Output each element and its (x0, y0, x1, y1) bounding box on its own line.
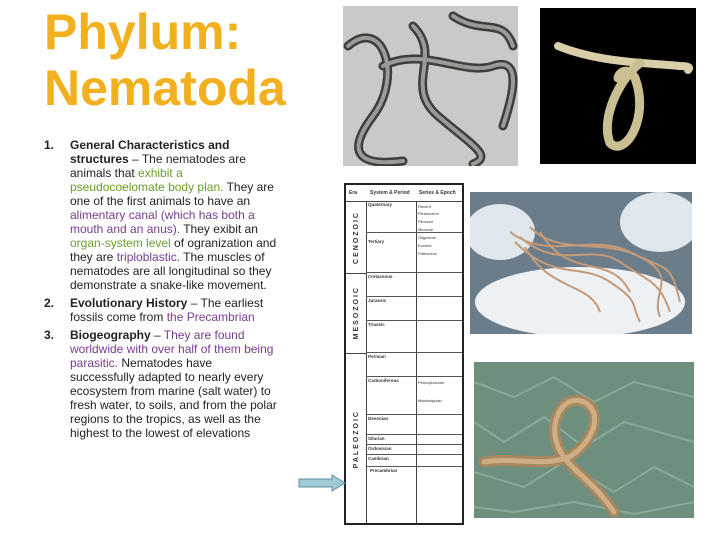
period-row: Devonian (366, 415, 462, 435)
period-row: Ordovician (366, 445, 462, 455)
period-row: Cretaceous (366, 273, 462, 297)
period-row: Carboniferous (366, 377, 462, 415)
page-title: Phylum: Nematoda (44, 4, 286, 116)
item-number: 2. (44, 296, 55, 310)
epoch-label: Oligocene (418, 235, 437, 240)
epoch-label: Paleocene (418, 251, 437, 256)
period-row: Triassic (366, 321, 462, 353)
item-text: Nematodes have successfully adapted to nearly every ecosystem from marine (salt water) to fresh water, to soils, and from the polar regions to the tropics, as well as the highest to the lowest of elevations (70, 356, 277, 440)
era-cenozoic: CENOZOIC (346, 201, 366, 274)
epoch-label: Mississippian (418, 398, 442, 403)
highlight-green: organ-system level (70, 236, 171, 250)
list-item-biogeography (40, 328, 280, 440)
epoch-label: Eocene (418, 243, 432, 248)
geologic-timescale-chart (344, 183, 464, 525)
item-text: of ogranization and they are (70, 236, 277, 264)
era-mesozoic: MESOZOIC (346, 273, 366, 354)
highlight-purple: triploblastic. (116, 250, 181, 264)
epoch-label: Pliocene (418, 219, 434, 224)
header-era: Era (349, 190, 358, 196)
header-epoch: Series & Epoch (419, 190, 456, 196)
highlight-green: exhibit a pseudocoelomate body plan. (70, 166, 224, 194)
nematode-dark-background-image (540, 8, 696, 164)
epoch-label: Recent (418, 204, 431, 209)
item-text: – The earliest fossils come from (70, 296, 264, 324)
list-item-general (40, 138, 280, 292)
header-period: System & Period (370, 190, 410, 196)
period-row-precambrian: Precambrian (370, 468, 398, 473)
item-number: 3. (44, 328, 55, 342)
timescale-header (346, 185, 462, 202)
period-row: Permian (366, 353, 462, 377)
item-heading: Biogeography (70, 328, 151, 342)
item-heading: General Characteristics and structures (70, 138, 230, 166)
epoch-label: Miocene (418, 227, 434, 232)
list-item-evolution (40, 296, 280, 324)
period-row: Silurian (366, 435, 462, 445)
period-row: Jurassic (366, 297, 462, 321)
item-text: – The nematodes are animals that (70, 152, 246, 180)
item-text: They are one of the first animals to have an (70, 180, 274, 208)
period-row: Tertiary (366, 233, 462, 273)
item-text: The muscles of nematodes are all longitudinal so they demonstrate a snake-like movement. (70, 250, 272, 292)
period-row: Quaternary (366, 201, 462, 233)
highlight-purple: They are found worldwide with over half of them being parasitic. (70, 328, 274, 370)
item-text: They exibit an (180, 222, 258, 236)
epoch-label: Pennsylvanian (418, 380, 445, 385)
highlight-purple: the Precambrian (166, 310, 255, 324)
item-text: – (150, 328, 164, 342)
arrow-right-icon (298, 474, 346, 492)
era-paleozoic: PALEOZOIC (352, 409, 360, 469)
characteristics-list (40, 138, 280, 440)
epoch-label: Pleistocene (418, 211, 439, 216)
nematode-micrograph-image (343, 6, 518, 166)
period-row: Cambrian (366, 455, 462, 467)
item-heading: Evolutionary History (70, 296, 188, 310)
nematode-sem-image (474, 362, 694, 518)
item-number: 1. (44, 138, 55, 152)
highlight-purple: alimentary canal (which has both a mouth and an anus). (70, 208, 255, 236)
worms-in-gloved-hands-image (470, 192, 692, 334)
